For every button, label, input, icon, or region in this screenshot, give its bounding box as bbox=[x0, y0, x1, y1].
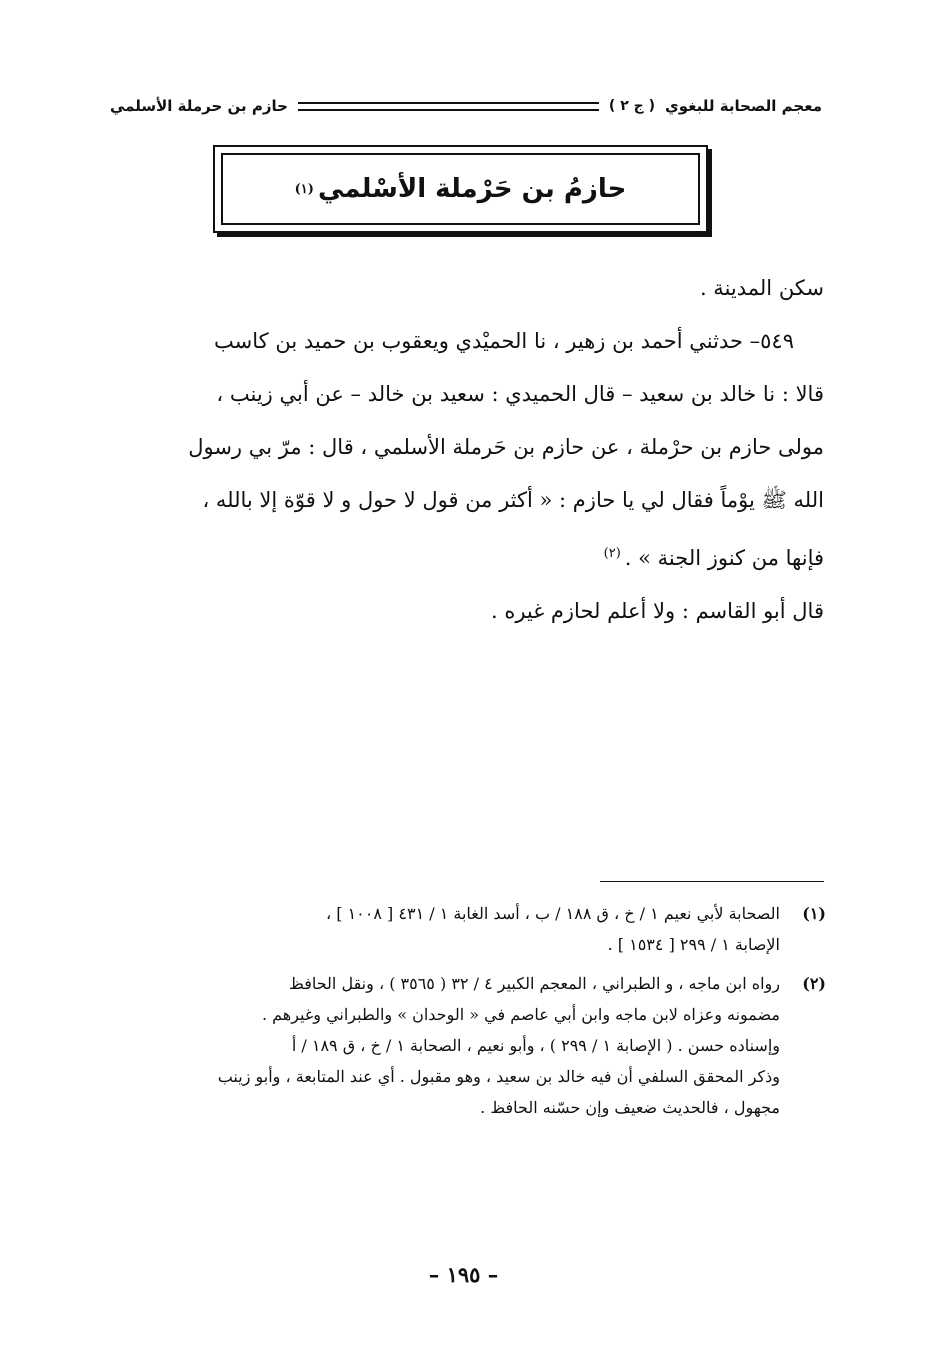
footnote bbox=[104, 898, 826, 960]
body-line: قال أبو القاسم : ولا أعلم لحازم غيره . bbox=[490, 599, 824, 623]
header-rule bbox=[298, 102, 599, 111]
body-text bbox=[112, 262, 824, 638]
body-line: قالا : نا خالد بن سعيد – قال الحميدي : سعيد بن خالد – عن أبي زينب ، bbox=[216, 382, 824, 406]
body-line: سكن المدينة . bbox=[699, 276, 824, 300]
footnote-line: رواه ابن ماجه ، و الطبراني ، المعجم الكبير ٤ / ٣٢ ( ٣٥٦٥ ) ، ونقل الحافظ bbox=[289, 974, 780, 993]
section-title: حازم بن حرملة الأسلمي bbox=[110, 97, 288, 115]
book-title: معجم الصحابة للبغوي bbox=[665, 97, 822, 115]
footnote-line: الصحابة لأبي نعيم ١ / خ ، ق ١٨٨ / ب ، أسد الغابة ١ / ٤٣١ [ ١٠٠٨ ] ، bbox=[326, 904, 780, 923]
footnote-line: مجهول ، فالحديث ضعيف وإن حسّنه الحافظ . bbox=[480, 1098, 780, 1117]
footnote-line: الإصابة ١ / ٢٩٩ [ ١٥٣٤ ] . bbox=[607, 935, 780, 954]
footnote-separator bbox=[600, 881, 824, 882]
body-line: الله ﷺ يوْماً فقال لي يا حازم : « أكثر من قول لا حول و لا قوّة إلا بالله ، bbox=[202, 488, 824, 512]
volume-label: ( ج ٢ ) bbox=[608, 98, 655, 114]
body-line: مولى حازم بن حرْملة ، عن حازم بن حَرملة الأسلمي ، قال : مرّ بي رسول bbox=[188, 435, 824, 459]
entry-title-box bbox=[213, 145, 708, 233]
page-number: – ١٩٥ – bbox=[428, 1262, 499, 1287]
body-line-with-ref bbox=[112, 527, 824, 585]
footnote-line: وذكر المحقق السلفي أن فيه خالد بن سعيد ، وهو مقبول . أي عند المتابعة ، وأبو زينب bbox=[217, 1067, 780, 1086]
footnote bbox=[104, 968, 826, 1123]
footnote-number: (١) bbox=[802, 904, 826, 923]
entry-title-inner-frame bbox=[221, 153, 700, 225]
footnote-line: مضمونه وعزاه لابن ماجه وابن أبي عاصم في « الوحدان » والطبراني وغيرهم . bbox=[261, 1005, 780, 1024]
footnote-number: (٢) bbox=[802, 974, 826, 993]
footnote-line: وإسناده حسن . ( الإصابة ١ / ٢٩٩ ) ، وأبو نعيم ، الصحابة ١ / خ ، ق ١٨٩ / أ bbox=[291, 1036, 780, 1055]
running-header bbox=[110, 92, 822, 120]
entry-title-footnote-marker: (١) bbox=[294, 181, 314, 197]
body-line: ٥٤٩– حدثني أحمد بن زهير ، نا الحميْدي ويعقوب بن حميد بن كاسب bbox=[214, 329, 794, 353]
footnote-body bbox=[104, 968, 780, 1123]
body-line: فإنها من كنوز الجنة » . bbox=[624, 546, 824, 570]
body-footnote-marker: (٢) bbox=[603, 546, 621, 561]
entry-title: حازمُ بن حَرْملة الأسْلمي bbox=[317, 174, 627, 204]
footnote-body bbox=[104, 898, 780, 960]
footnotes bbox=[104, 898, 826, 1131]
